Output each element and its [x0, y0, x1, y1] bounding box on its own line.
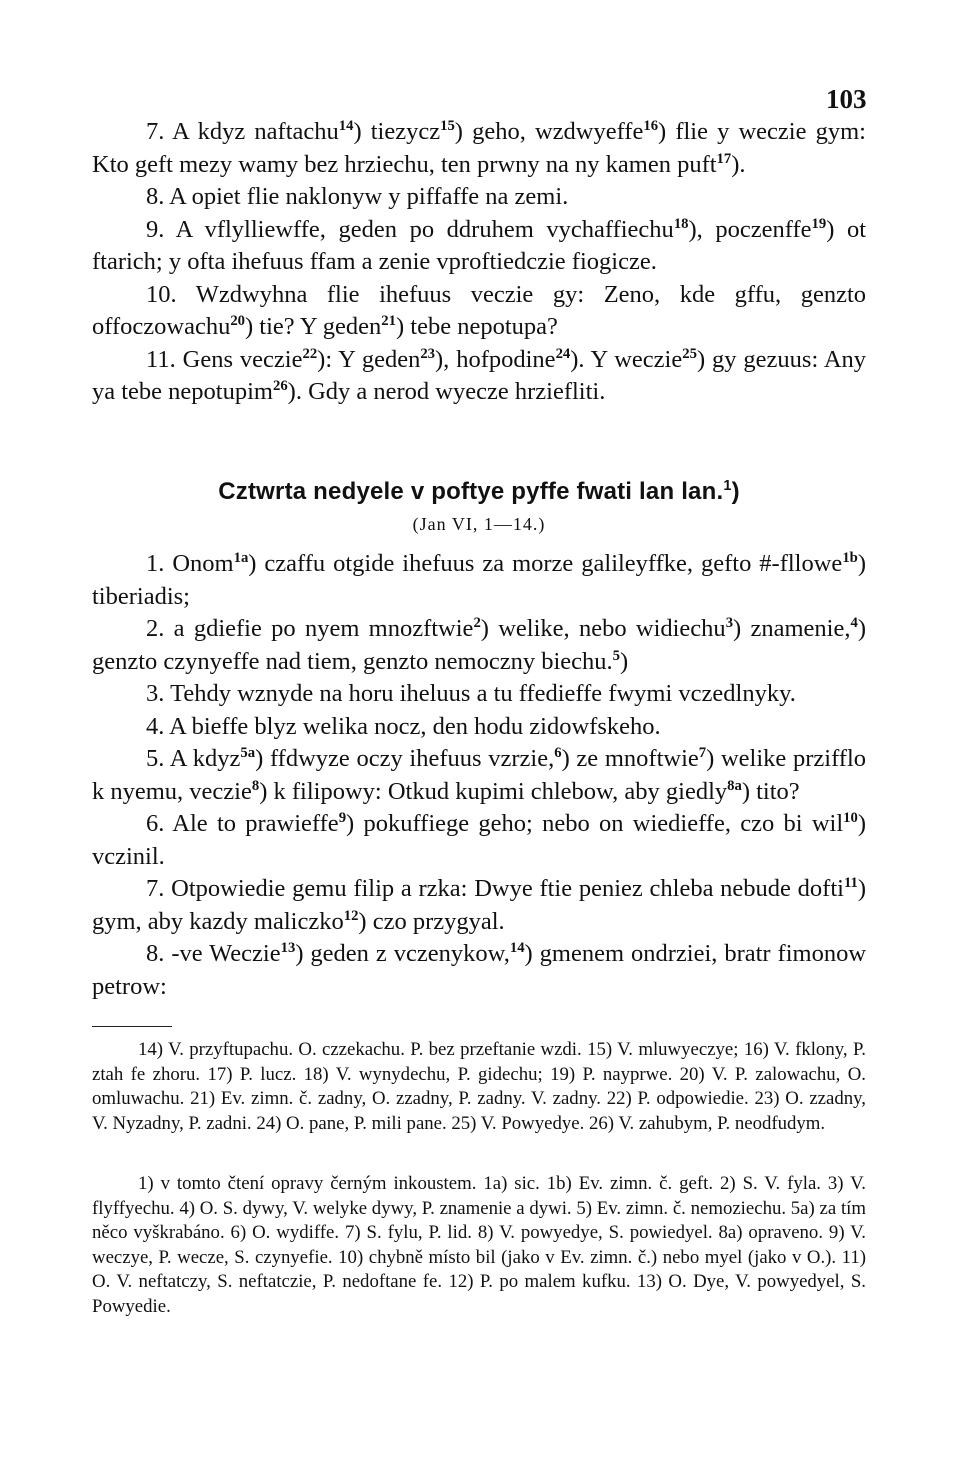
verse-1: 1. Onom$^{1a}$) czaffu otgide ihefuus za morze galileyffke, gefto #-fllowe$^{1b}$) tiberiadis;	[92, 549, 866, 610]
footnote-rule	[92, 1026, 172, 1027]
section-reference: (Jan VI, 1—14.)	[412, 514, 546, 534]
section-title-note: 1	[723, 478, 732, 494]
main-verses-block	[92, 548, 866, 1003]
page-number: 103	[826, 84, 867, 114]
section-title: Cztwrta nedyele v poftye pyffe fwati lan lan.$^1$)	[218, 478, 740, 505]
verse-7: 7. A kdyz naftachu$^{14}$) tiezycz$^{15}$) geho, wzdwyeffe$^{16}$) flie y weczie gym: Kto geft mezy wamy bez hrziechu, ten prwny na ny kamen puft$^{17}$).	[92, 117, 866, 178]
footnotes-editorial-text: 1) v tomto čtení opravy černým inkoustem. 1a) sic. 1b) Ev. zimn. č. geft. 2) S. V. fyla. 3) V. flyffyechu. 4) O. S. dywy, V. welyke dywy, P. znamenie a dywi. 5) Ev. zimn. č. nemoziechu. 5a) za tím něco vyškrabáno. 6) O. wydiffe. 7) S. fylu, P. lid. 8) V. powyedye, S. powiedyel. 8a) opraveno. 9) V. weczye, P. wecze, S. czynyefie. 10) chybně místo bil (jako v Ev. zimn. č.) nebo myel (jako v O.). 11) O. V. neftatczy, S. neftatczie, P. nedoftane fe. 12) P. po malem kufku. 13) O. Dye, V. powyedyel, S. Powyedie.	[92, 1173, 866, 1317]
verse-10: 10. Wzdwyhna flie ihefuus veczie gy: Zeno, kde gffu, genzto offoczowachu$^{20}$) tie? Y geden$^{21}$) tebe nepotupa?	[92, 280, 867, 340]
verse-5: 5. A kdyz$^{5a}$) ffdwyze oczy ihefuus vzrzie,$^6$) ze mnoftwie$^7$) welike przifflo k nyemu, veczie$^8$) k filipowy: Otkud kupimi chlebow, aby giedly$^{8a}$) tito?	[92, 744, 867, 805]
verse-6: 6. Ale to prawieffe$^9$) pokuffiege geho; nebo on wiedieffe, czo bi wil$^{10}$) vczinil.	[92, 809, 866, 870]
verse-11: 11. Gens veczie$^{22}$): Y geden$^{23}$), hofpodine$^{24}$). Y weczie$^{25}$) gy gezuus: Any ya tebe nepotupim$^{26}$). Gdy a nerod wyecze hrziefliti.	[92, 345, 867, 405]
verse-8: 8. A opiet flie naklonyw y piffaffe na zemi.	[146, 183, 569, 210]
verse-3: 3. Tehdy wznyde na horu iheluus a tu ffedieffe fwymi vczedlnyky.	[146, 680, 796, 707]
footnotes-variants-text: 14) V. przyftupachu. O. czzekachu. P. bez przeftanie wzdi. 15) V. mluwyeczye; 16) V. fklony, P. ztah fe zhoru. 17) P. lucz. 18) V. wynydechu, P. gidechu; 19) P. nayprwe. 20) V. P. zalowachu, O. omluwachu. 21) Ev. zimn. č. zadny, O. zzadny, P. zadny. V. zadny. 22) P. odpowiedie. 23) O. zzadny, V. Nyzadny, P. zadni. 24) O. pane, P. mili pane. 25) V. Powyedye. 26) V. zahubym, P. neodfudym.	[92, 1039, 866, 1134]
verse-9: 9. A vflylliewffe, geden po ddruhem vychaffiechu$^{18}$), poczenffe$^{19}$) ot ftarich; y ofta ihefuus ffam a zenie vproftiedczie fiogicze.	[92, 215, 867, 275]
verse-2: 2. a gdiefie po nyem mnozftwie$^2$) welike, nebo widiechu$^3$) znamenie,$^4$) genzto czynyeffe nad tiem, genzto nemoczny biechu.$^5$)	[92, 614, 866, 675]
verse-8b: 8. -ve Weczie$^{13}$) geden z vczenykow,$^{14}$) gmenem ondrziei, bratr fimonow petrow:	[92, 939, 867, 1000]
footnotes-editorial	[92, 1172, 866, 1320]
footnotes-variants	[92, 1038, 866, 1136]
top-verses-block	[92, 116, 866, 409]
verse-7b: 7. Otpowiedie gemu filip a rzka: Dwye ftie peniez chleba nebude dofti$^{11}$) gym, aby kazdy maliczko$^{12}$) czo przygyal.	[92, 874, 867, 935]
verse-4: 4. A bieffe blyz welika nocz, den hodu zidowfskeho.	[146, 712, 661, 740]
